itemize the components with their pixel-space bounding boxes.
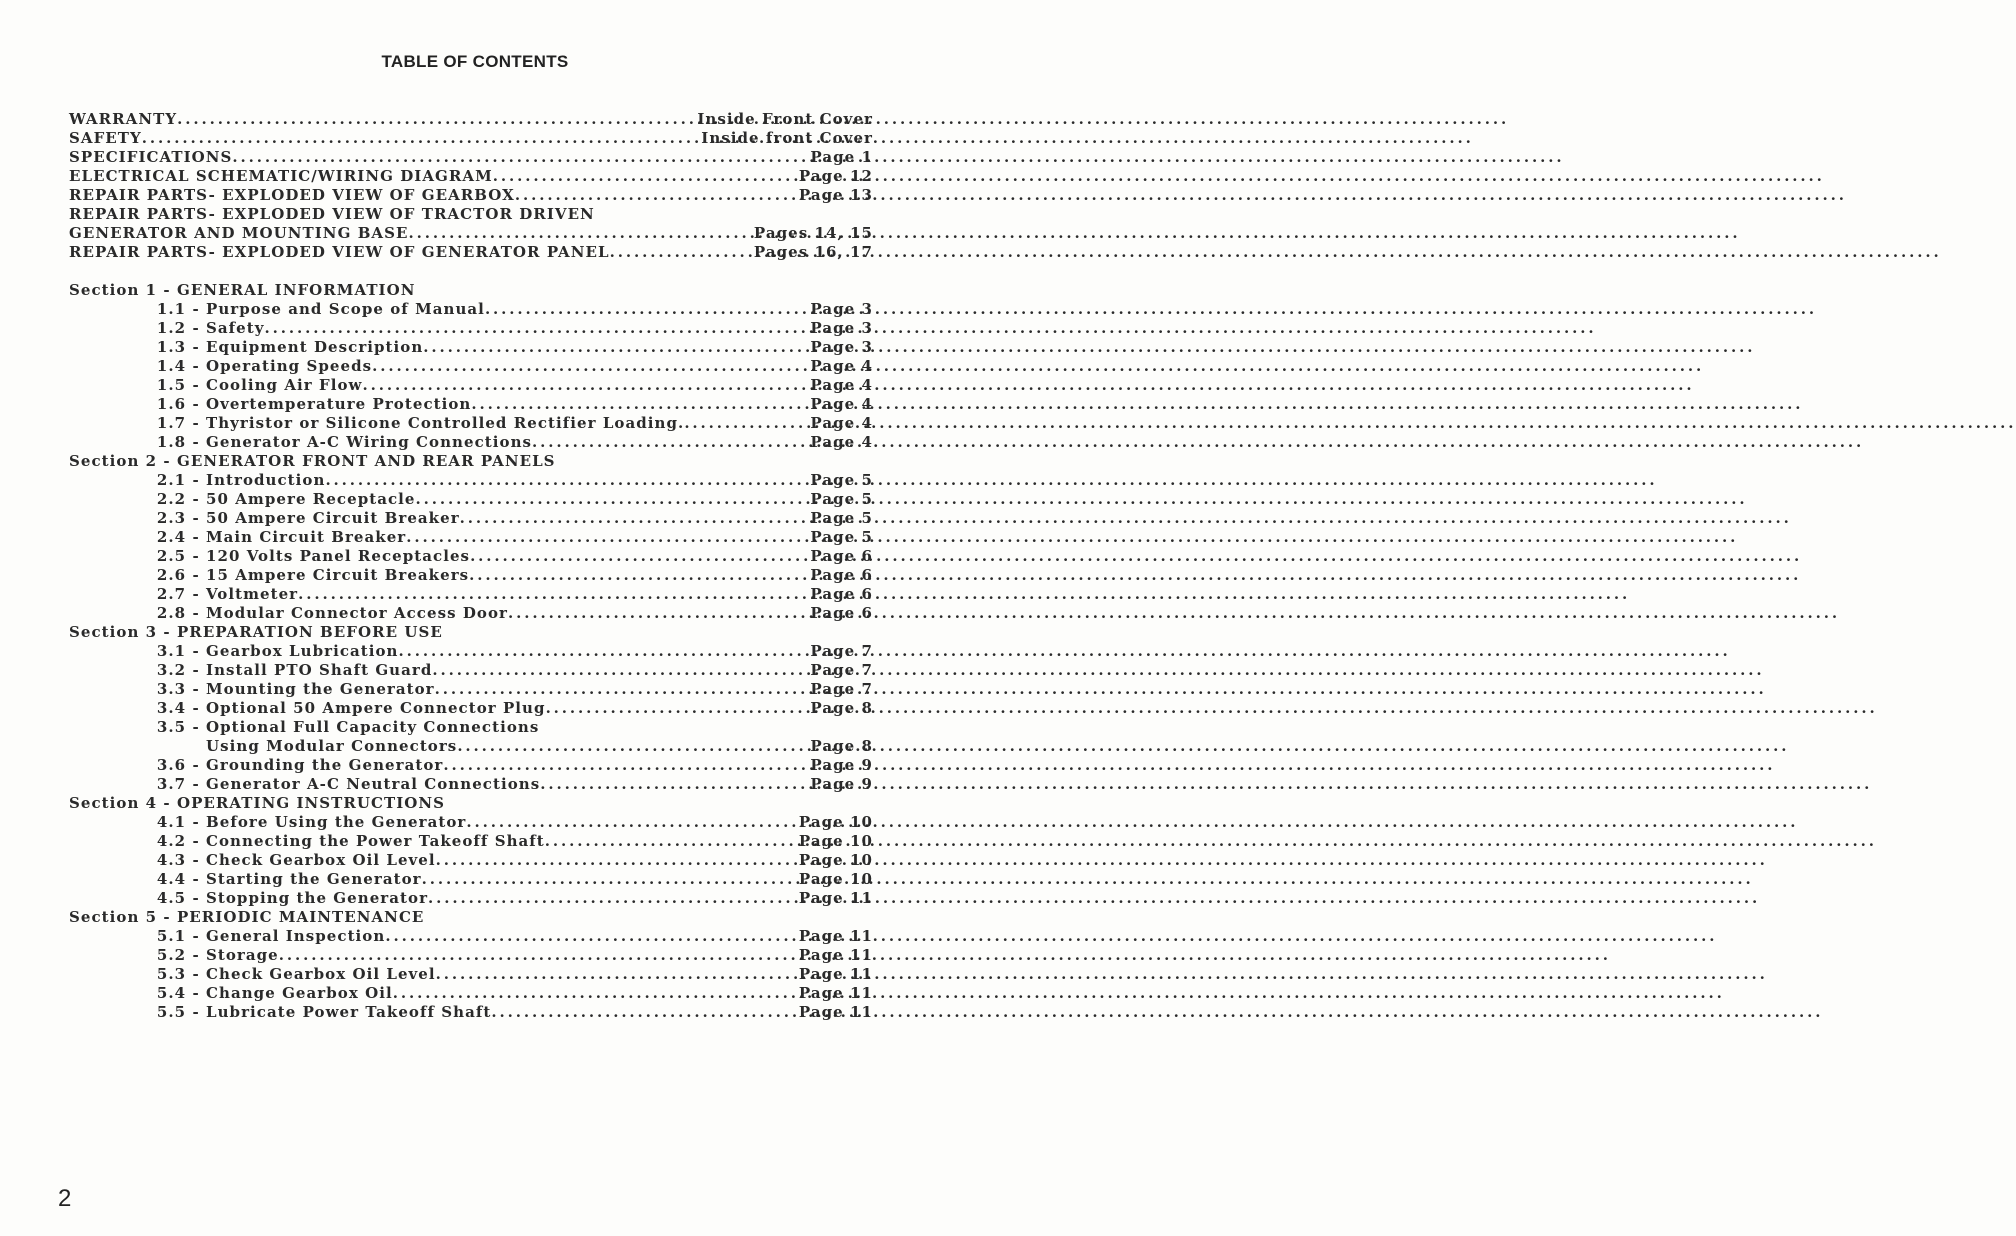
toc-subentry-number: 1.2 - xyxy=(156,319,206,337)
toc-entry-page: Inside front Cover xyxy=(701,129,873,147)
toc-subentry-page: Page 11 xyxy=(798,984,873,1002)
toc-subentry-page: Page 11 xyxy=(798,946,873,964)
toc-subentry xyxy=(69,528,873,547)
dot-leader xyxy=(515,186,795,205)
toc-subentry xyxy=(69,395,873,414)
toc-subentry-number: 2.8 - xyxy=(156,604,206,622)
dot-leader xyxy=(416,490,807,509)
toc-entry xyxy=(69,243,873,262)
toc-subentry xyxy=(69,509,873,528)
toc-subentry-label: Generator A-C Wiring Connections xyxy=(206,433,533,451)
section-heading-label: Section 3 - PREPARATION BEFORE USE xyxy=(69,623,443,641)
toc-subentry-number: 5.4 - xyxy=(156,984,206,1002)
dot-leader xyxy=(436,851,795,870)
toc-subentry-number: 4.2 - xyxy=(156,832,206,850)
toc-subentry-number: 2.7 - xyxy=(156,585,206,603)
toc-subentry-page: Page 10 xyxy=(798,813,873,831)
toc-subentry xyxy=(69,965,873,984)
toc-subentry-page: Page 8 xyxy=(810,737,873,755)
toc-subentry-number: 2.3 - xyxy=(156,509,206,527)
dot-leader xyxy=(432,661,806,680)
toc-subentry-label: Modular Connector Access Door xyxy=(206,604,508,622)
toc-subentry-page: Page 6 xyxy=(810,547,873,565)
toc-subentry-label: 120 Volts Panel Receptacles xyxy=(206,547,471,565)
toc-subentry-label: Using Modular Connectors xyxy=(206,737,458,755)
toc-entry xyxy=(69,148,873,167)
toc-subentry-label: Stopping the Generator xyxy=(206,889,429,907)
toc-subentry-number: 2.1 - xyxy=(156,471,206,489)
toc-subentry xyxy=(69,357,873,376)
dot-leader xyxy=(540,775,806,794)
dot-leader xyxy=(422,870,795,889)
toc-entry-label: SPECIFICATIONS xyxy=(69,148,233,166)
dot-leader xyxy=(428,889,795,908)
toc-subentry xyxy=(69,604,873,623)
section-heading xyxy=(69,908,873,927)
toc-subentry-label: Storage xyxy=(206,946,279,964)
toc-subentry-page: Page 7 xyxy=(810,642,873,660)
toc-subentry xyxy=(69,300,873,319)
toc-subentry-label: Mounting the Generator xyxy=(206,680,435,698)
toc-subentry-page: Page 10 xyxy=(798,851,873,869)
toc-subentry xyxy=(69,433,873,452)
toc-subentry-page: Page 6 xyxy=(810,604,873,622)
dot-leader xyxy=(610,243,750,262)
toc-subentry xyxy=(69,338,873,357)
toc-subentry-label: Voltmeter xyxy=(206,585,299,603)
toc-subentry-label: Before Using the Generator xyxy=(206,813,467,831)
toc-subentry xyxy=(69,737,873,756)
toc-subentry-label: Optional 50 Ampere Connector Plug xyxy=(206,699,546,717)
toc-subentry-page: Page 11 xyxy=(798,965,873,983)
dot-leader xyxy=(363,376,807,395)
dot-leader xyxy=(443,756,806,775)
toc-subentry-number: 3.7 - xyxy=(156,775,206,793)
toc-entry-page: Page 13 xyxy=(798,186,873,204)
spacer xyxy=(69,262,873,281)
toc-subentry-number: 3.1 - xyxy=(156,642,206,660)
toc-subentry-label: 15 Ampere Circuit Breakers xyxy=(206,566,470,584)
dot-leader xyxy=(298,585,806,604)
toc-entry-label: REPAIR PARTS- EXPLODED VIEW OF TRACTOR DRIVEN xyxy=(69,205,595,223)
toc-entry-label: REPAIR PARTS- EXPLODED VIEW OF GENERATOR PANEL xyxy=(69,243,610,261)
toc-subentry xyxy=(69,870,873,889)
dot-leader xyxy=(466,813,795,832)
dot-leader xyxy=(436,965,795,984)
section-heading xyxy=(69,794,873,813)
toc-subentry-number: 2.5 - xyxy=(156,547,206,565)
dot-leader xyxy=(265,319,807,338)
dot-leader xyxy=(469,566,806,585)
toc-subentry-label: Check Gearbox Oil Level xyxy=(206,851,436,869)
toc-subentry-page: Page 4 xyxy=(810,414,873,432)
toc-subentry-page: Page 11 xyxy=(798,889,873,907)
toc-entry-page: Page 1 xyxy=(810,148,873,166)
toc-entry-page: Inside Front Cover xyxy=(697,110,873,128)
toc-subentry xyxy=(69,414,873,433)
toc-entry-page: Page 12 xyxy=(798,167,873,185)
dot-leader xyxy=(279,946,795,965)
dot-leader xyxy=(399,642,807,661)
section-heading xyxy=(69,623,873,642)
toc-subentry-number: 1.6 - xyxy=(156,395,206,413)
section-heading-label: Section 4 - OPERATING INSTRUCTIONS xyxy=(69,794,446,812)
toc-subentry-label: Operating Speeds xyxy=(206,357,373,375)
toc-subentry-label: Equipment Description xyxy=(206,338,424,356)
toc-entry-label: REPAIR PARTS- EXPLODED VIEW OF GEARBOX xyxy=(69,186,515,204)
section-heading xyxy=(69,281,873,300)
toc-entry-page: Pages 14, 15 xyxy=(753,224,873,242)
page-number: 2 xyxy=(58,1185,72,1212)
toc-entry-label: SAFETY xyxy=(69,129,142,147)
toc-subentry xyxy=(69,946,873,965)
toc-subentry-page: Page 7 xyxy=(810,680,873,698)
toc-subentry-page: Page 3 xyxy=(810,300,873,318)
toc-entry xyxy=(69,129,873,148)
toc-subentry-page: Page 5 xyxy=(810,471,873,489)
toc-subentry xyxy=(69,376,873,395)
toc-subentry-page: Page 11 xyxy=(798,927,873,945)
toc-subentry-number: 4.4 - xyxy=(156,870,206,888)
toc-subentry-number: 4.1 - xyxy=(156,813,206,831)
toc-entry xyxy=(69,110,873,129)
toc-subentry-number: 1.5 - xyxy=(156,376,206,394)
toc-subentry xyxy=(69,699,873,718)
toc-subentry-page: Page 9 xyxy=(810,775,873,793)
toc-subentry-number: 5.2 - xyxy=(156,946,206,964)
toc-subentry xyxy=(69,566,873,585)
toc-subentry xyxy=(69,661,873,680)
section-heading xyxy=(69,452,873,471)
dot-leader xyxy=(460,509,807,528)
toc-subentry-number: 2.2 - xyxy=(156,490,206,508)
toc-subentry-page: Page 3 xyxy=(810,319,873,337)
dot-leader xyxy=(406,528,806,547)
page-title: TABLE OF CONTENTS xyxy=(381,52,569,71)
toc-subentry-page: Page 7 xyxy=(810,661,873,679)
dot-leader xyxy=(232,148,806,167)
dot-leader xyxy=(142,129,698,148)
toc-subentry-label: Lubricate Power Takeoff Shaft xyxy=(206,1003,492,1021)
toc-entry-label: GENERATOR AND MOUNTING BASE xyxy=(69,224,409,242)
toc-subentry-page: Page 5 xyxy=(810,509,873,527)
dot-leader xyxy=(491,1003,795,1022)
toc-subentry-number: 5.3 - xyxy=(156,965,206,983)
dot-leader xyxy=(325,471,806,490)
toc-subentry-page: Page 5 xyxy=(810,528,873,546)
toc-subentry-number: 5.5 - xyxy=(156,1003,206,1021)
toc-entry-page: Pages 16, 17 xyxy=(753,243,873,261)
dot-leader xyxy=(372,357,806,376)
toc-subentry xyxy=(69,471,873,490)
toc-subentry xyxy=(69,680,873,699)
toc-subentry xyxy=(69,927,873,946)
toc-subentry-label: General Inspection xyxy=(206,927,386,945)
toc-subentry-label: Check Gearbox Oil Level xyxy=(206,965,436,983)
dot-leader xyxy=(532,433,806,452)
dot-leader xyxy=(493,167,795,186)
section-heading-label: Section 5 - PERIODIC MAINTENANCE xyxy=(69,908,425,926)
toc-subentry-label: Grounding the Generator xyxy=(206,756,444,774)
dot-leader xyxy=(545,832,795,851)
dot-leader xyxy=(457,737,806,756)
dot-leader xyxy=(393,984,795,1003)
dot-leader xyxy=(423,338,806,357)
toc-subentry-number: 1.7 - xyxy=(156,414,206,432)
toc-subentry-number: 5.1 - xyxy=(156,927,206,945)
toc-subentry-number: 1.8 - xyxy=(156,433,206,451)
toc-subentry-number: 1.3 - xyxy=(156,338,206,356)
toc-subentry-page: Page 6 xyxy=(810,566,873,584)
toc-subentry-page: Page 4 xyxy=(810,395,873,413)
toc-subentry xyxy=(69,775,873,794)
toc-subentry-number: 3.3 - xyxy=(156,680,206,698)
toc-subentry-page: Page 5 xyxy=(810,490,873,508)
toc-subentry-label: Main Circuit Breaker xyxy=(206,528,407,546)
table-of-contents xyxy=(69,110,873,1022)
toc-subentry-label: 50 Ampere Circuit Breaker xyxy=(206,509,460,527)
toc-subentry-label: Introduction xyxy=(206,471,326,489)
toc-subentry-page: Page 11 xyxy=(798,1003,873,1021)
toc-entry-label: ELECTRICAL SCHEMATIC/WIRING DIAGRAM xyxy=(69,167,493,185)
toc-subentry-page: Page 8 xyxy=(810,699,873,717)
toc-subentry-number: 2.4 - xyxy=(156,528,206,546)
dot-leader xyxy=(177,110,693,129)
toc-subentry-page: Page 6 xyxy=(810,585,873,603)
toc-subentry-page: Page 4 xyxy=(810,357,873,375)
toc-subentry-label: Purpose and Scope of Manual xyxy=(206,300,485,318)
toc-subentry xyxy=(69,756,873,775)
toc-subentry-page: Page 4 xyxy=(810,376,873,394)
toc-subentry-label: Optional Full Capacity Connections xyxy=(206,718,540,736)
dot-leader xyxy=(546,699,807,718)
dot-leader xyxy=(385,927,795,946)
toc-entry xyxy=(69,224,873,243)
toc-subentry-label: Cooling Air Flow xyxy=(206,376,363,394)
toc-subentry-number: 4.5 - xyxy=(156,889,206,907)
dot-leader xyxy=(408,224,749,243)
toc-subentry-number: 2.6 - xyxy=(156,566,206,584)
toc-entry xyxy=(69,167,873,186)
section-heading-label: Section 1 - GENERAL INFORMATION xyxy=(69,281,416,299)
toc-subentry-number: 3.4 - xyxy=(156,699,206,717)
toc-entry xyxy=(69,205,873,224)
dot-leader xyxy=(435,680,807,699)
toc-subentry-page: Page 3 xyxy=(810,338,873,356)
toc-subentry-page: Page 9 xyxy=(810,756,873,774)
toc-subentry-number: 4.3 - xyxy=(156,851,206,869)
dot-leader xyxy=(684,414,806,433)
toc-subentry-label: Install PTO Shaft Guard xyxy=(206,661,433,679)
toc-subentry-label: 50 Ampere Receptacle xyxy=(206,490,416,508)
toc-subentry-number: 1.4 - xyxy=(156,357,206,375)
toc-subentry xyxy=(69,813,873,832)
toc-subentry-number: 1.1 - xyxy=(156,300,206,318)
toc-subentry-page: Page 10 xyxy=(798,870,873,888)
toc-subentry-label: Generator A-C Neutral Connections xyxy=(206,775,541,793)
toc-subentry-label: Connecting the Power Takeoff Shaft xyxy=(206,832,545,850)
toc-subentry xyxy=(69,585,873,604)
dot-leader xyxy=(470,547,806,566)
toc-subentry-label: Safety xyxy=(206,319,265,337)
toc-subentry-label: Overtemperature Protection xyxy=(206,395,472,413)
toc-subentry-number: 3.6 - xyxy=(156,756,206,774)
toc-subentry-number: 3.2 - xyxy=(156,661,206,679)
toc-subentry-number: 3.5 - xyxy=(156,718,206,736)
toc-subentry xyxy=(69,490,873,509)
toc-subentry xyxy=(69,889,873,908)
toc-subentry-page: Page 10 xyxy=(798,832,873,850)
toc-subentry xyxy=(69,1003,873,1022)
toc-subentry xyxy=(69,547,873,566)
toc-subentry-page: Page 4 xyxy=(810,433,873,451)
toc-subentry xyxy=(69,984,873,1003)
dot-leader xyxy=(508,604,806,623)
toc-subentry xyxy=(69,832,873,851)
toc-subentry xyxy=(69,319,873,338)
dot-leader xyxy=(485,300,806,319)
toc-subentry-label: Thyristor or Silicone Controlled Rectifier Loading. xyxy=(206,414,685,432)
toc-subentry-label: Gearbox Lubrication xyxy=(206,642,399,660)
toc-entry-label: WARRANTY xyxy=(69,110,178,128)
toc-subentry xyxy=(69,642,873,661)
toc-subentry xyxy=(69,718,873,737)
toc-entry xyxy=(69,186,873,205)
toc-subentry xyxy=(69,851,873,870)
dot-leader xyxy=(471,395,806,414)
toc-subentry-label: Starting the Generator xyxy=(206,870,422,888)
toc-subentry-label: Change Gearbox Oil xyxy=(206,984,393,1002)
section-heading-label: Section 2 - GENERATOR FRONT AND REAR PANELS xyxy=(69,452,556,470)
